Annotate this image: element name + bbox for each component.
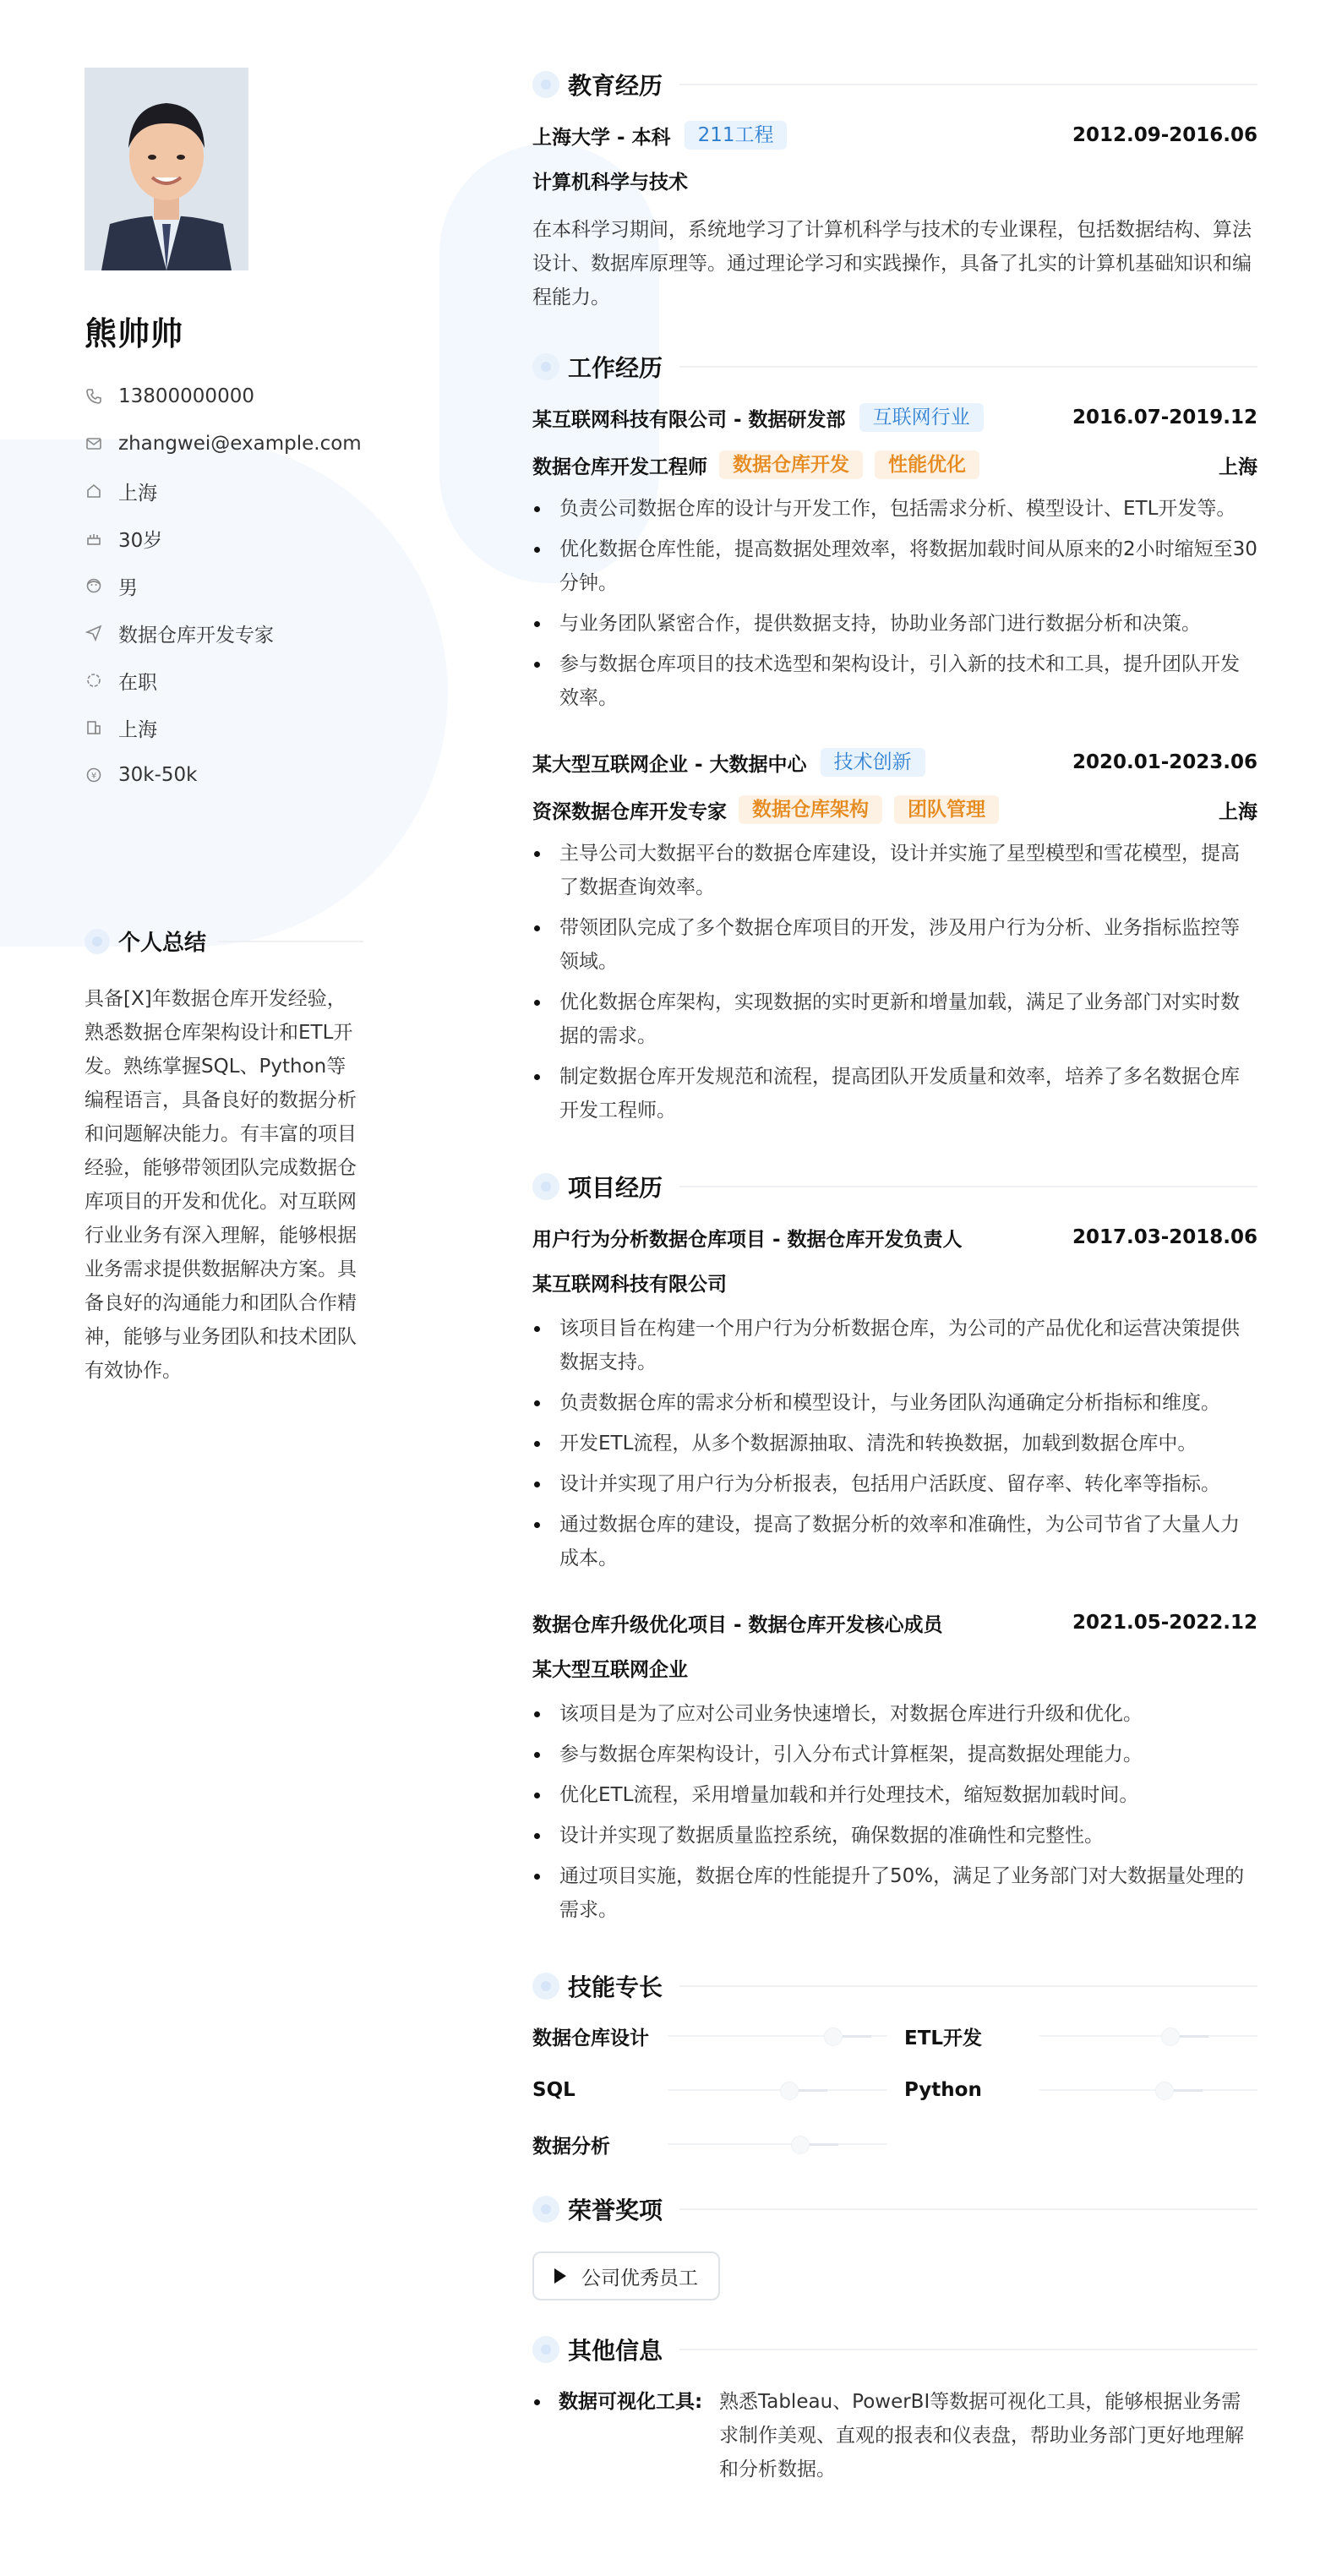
projects-title: 项目经历 <box>568 1174 663 1202</box>
work-company: 某大型互联网企业 - 大数据中心 <box>532 753 807 776</box>
info-gender: 男 <box>85 562 363 609</box>
school-tag: 211工程 <box>685 121 788 150</box>
award-badge <box>532 2251 720 2300</box>
work-skill-tag: 性能优化 <box>875 450 979 479</box>
work-company-row <box>532 401 1257 434</box>
education-period: 2012.09-2016.06 <box>1072 124 1257 146</box>
awards-title: 荣誉奖项 <box>568 2197 663 2224</box>
work-period: 2020.01-2023.06 <box>1072 751 1257 773</box>
skills-title: 技能专长 <box>568 1973 663 2001</box>
section-dot-icon <box>532 1973 559 2000</box>
work-title: 工作经历 <box>568 354 663 382</box>
divider <box>218 941 363 942</box>
building-icon <box>85 718 103 737</box>
skill-level-tail <box>843 2035 871 2038</box>
work-city: 上海 <box>1219 456 1257 478</box>
divider <box>679 84 1257 85</box>
skill-name: ETL开发 <box>904 2027 983 2049</box>
list-item: 参与数据仓库架构设计，引入分布式计算框架，提高数据处理能力。 <box>532 1738 1257 1771</box>
awards-header <box>532 2191 1257 2228</box>
skill-item <box>904 2020 1257 2052</box>
skill-level-knob <box>824 2028 843 2046</box>
list-item: 制定数据仓库开发规范和流程，提高团队开发质量和效率，培养了多名数据仓库开发工程师。 <box>532 1060 1257 1127</box>
info-email: zhangwei@example.com <box>85 420 363 467</box>
list-item: 该项目旨在构建一个用户行为分析数据仓库，为公司的产品优化和运营决策提供数据支持。 <box>532 1312 1257 1379</box>
skill-item <box>532 2074 904 2106</box>
list-item: 开发ETL流程，从多个数据源抽取、清洗和转换数据，加载到数据仓库中。 <box>532 1427 1257 1460</box>
work-industry-tag: 互联网行业 <box>859 403 984 432</box>
summary-section <box>85 925 363 1388</box>
skill-item <box>904 2074 1257 2106</box>
list-item: 负责公司数据仓库的设计与开发工作，包括需求分析、模型设计、ETL开发等。 <box>532 492 1257 526</box>
work-period: 2016.07-2019.12 <box>1072 407 1257 428</box>
list-item: 与业务团队紧密合作，提供数据支持，协助业务部门进行数据分析和决策。 <box>532 607 1257 641</box>
project-name: 用户行为分析数据仓库项目 - 数据仓库开发负责人 <box>532 1228 963 1251</box>
list-item: 优化数据仓库架构，实现数据的实时更新和增量加载，满足了业务部门对实时数据的需求。 <box>532 985 1257 1053</box>
list-item: 通过项目实施，数据仓库的性能提升了50%，满足了业务部门对大数据量处理的需求。 <box>532 1859 1257 1927</box>
phone-icon <box>85 387 103 406</box>
contact-info-list <box>85 373 363 799</box>
work-skill-tag: 团队管理 <box>894 795 999 824</box>
skill-level-bar <box>1039 2089 1257 2091</box>
skill-level-knob <box>780 2082 799 2100</box>
divider <box>679 366 1257 368</box>
summary-text: 具备[X]年数据仓库开发经验，熟悉数据仓库架构设计和ETL开发。熟练掌握SQL、Python等编程语言，具备良好的数据分析和问题解决能力。有丰富的项目经验，能够带领团队完成数据仓库项目的开发和优化。对互联网行业业务有深入理解，能够根据业务需求提供数据解决方案。具备良好的沟通能力和团队合作精神，能够与业务团队和技术团队有效协作。 <box>85 988 357 1382</box>
other-header <box>532 2331 1257 2368</box>
project-item <box>532 1220 1257 1575</box>
project-name: 数据仓库升级优化项目 - 数据仓库开发核心成员 <box>532 1613 943 1636</box>
home-icon <box>85 482 103 500</box>
salary-icon <box>85 766 103 784</box>
divider <box>679 2208 1257 2210</box>
skill-item <box>532 2020 904 2052</box>
info-work-city: 上海 <box>85 704 363 751</box>
skill-name: SQL <box>532 2079 576 2101</box>
svg-text:¥: ¥ <box>90 772 97 781</box>
play-icon <box>554 2268 566 2284</box>
skills-header <box>532 1967 1257 2005</box>
project-org: 某大型互联网企业 <box>532 1659 688 1681</box>
work-header <box>532 348 1257 385</box>
list-item: 主导公司大数据平台的数据仓库建设，设计并实施了星型模型和雪花模型，提高了数据查询效率。 <box>532 837 1257 904</box>
projects-header <box>532 1168 1257 1205</box>
section-dot-icon <box>532 2336 559 2363</box>
work-item <box>532 745 1257 1127</box>
skill-level-knob <box>1155 2082 1174 2100</box>
section-dot-icon <box>532 71 559 98</box>
skill-name: Python <box>904 2079 982 2101</box>
section-dot-icon <box>532 1173 559 1200</box>
skill-level-tail <box>810 2143 838 2146</box>
work-bullets <box>532 837 1257 1127</box>
main-content <box>532 66 1257 2486</box>
other-title: 其他信息 <box>568 2337 663 2365</box>
skill-level-bar <box>668 2089 887 2091</box>
work-city: 上海 <box>1219 800 1257 823</box>
project-bullets <box>532 1697 1257 1927</box>
skill-level-tail <box>1174 2089 1203 2092</box>
info-salary: ¥ 30k-50k <box>85 751 363 799</box>
education-description: 在本科学习期间，系统地学习了计算机科学与技术的专业课程，包括数据结构、算法设计、数据库原理等。通过理论学习和实践操作，具备了扎实的计算机基础知识和编程能力。 <box>532 219 1252 308</box>
info-phone: 13800000000 <box>85 373 363 420</box>
skill-level-knob <box>1161 2028 1180 2046</box>
info-status: 在职 <box>85 657 363 704</box>
status-icon <box>85 671 103 690</box>
skill-level-bar <box>1039 2035 1257 2037</box>
work-company: 某互联网科技有限公司 - 数据研发部 <box>532 408 846 431</box>
project-row <box>532 1220 1257 1254</box>
project-period: 2017.03-2018.06 <box>1072 1226 1257 1248</box>
list-item: 优化ETL流程，采用增量加载和并行处理技术，缩短数据加载时间。 <box>532 1778 1257 1812</box>
sidebar <box>85 68 363 1388</box>
skill-name: 数据分析 <box>532 2135 610 2158</box>
info-job-title: 数据仓库开发专家 <box>85 609 363 657</box>
summary-title: 个人总结 <box>118 931 207 956</box>
list-item: 设计并实现了数据质量监控系统，确保数据的准确性和完整性。 <box>532 1819 1257 1853</box>
other-info-item <box>532 2385 1257 2486</box>
skill-level-bar <box>668 2035 887 2037</box>
other-info-list <box>532 2385 1257 2486</box>
education-title: 教育经历 <box>568 72 663 100</box>
work-role-row <box>532 448 1257 482</box>
project-bullets <box>532 1312 1257 1575</box>
list-item: 参与数据仓库项目的技术选型和架构设计，引入新的技术和工具，提升团队开发效率。 <box>532 647 1257 715</box>
work-bullets <box>532 492 1257 715</box>
list-item: 优化数据仓库性能，提高数据处理效率，将数据加载时间从原来的2小时缩短至30分钟。 <box>532 532 1257 600</box>
list-item: 负责数据仓库的需求分析和模型设计，与业务团队沟通确定分析指标和维度。 <box>532 1386 1257 1420</box>
work-skill-tag: 数据仓库架构 <box>739 795 882 824</box>
project-org: 某互联网科技有限公司 <box>532 1274 727 1296</box>
award-name: 公司优秀员工 <box>581 2267 698 2289</box>
section-dot-icon <box>85 929 110 954</box>
work-role-row <box>532 793 1257 827</box>
list-item: 设计并实现了用户行为分析报表，包括用户活跃度、留存率、转化率等指标。 <box>532 1467 1257 1501</box>
skill-item <box>532 2128 904 2160</box>
mail-icon <box>85 434 103 453</box>
bullet-icon <box>534 2399 540 2405</box>
divider <box>679 2349 1257 2350</box>
other-info-key: 数据可视化工具: <box>559 2391 703 2413</box>
info-age: 30岁 <box>85 515 363 562</box>
divider <box>679 1985 1257 1987</box>
skill-level-bar <box>668 2143 887 2145</box>
work-company-row <box>532 745 1257 779</box>
other-info-value: 熟悉Tableau、PowerBI等数据可视化工具，能够根据业务需求制作美观、直观的报表和仪表盘，帮助业务部门更好地理解和分析数据。 <box>719 2391 1244 2480</box>
education-major: 计算机科学与技术 <box>532 172 688 194</box>
skill-level-tail <box>799 2089 827 2092</box>
list-item: 通过数据仓库的建设，提高了数据分析的效率和准确性，为公司节省了大量人力成本。 <box>532 1508 1257 1575</box>
work-industry-tag: 技术创新 <box>821 748 925 777</box>
work-role: 数据仓库开发工程师 <box>532 456 707 478</box>
education-header <box>532 66 1257 103</box>
education-row <box>532 118 1257 152</box>
project-item <box>532 1606 1257 1927</box>
work-item <box>532 401 1257 715</box>
divider <box>679 1186 1257 1187</box>
info-location: 上海 <box>85 467 363 515</box>
work-skill-tag: 数据仓库开发 <box>719 450 863 479</box>
profile-photo <box>85 68 248 270</box>
list-item: 该项目是为了应对公司业务快速增长，对数据仓库进行升级和优化。 <box>532 1697 1257 1731</box>
school-name: 上海大学 - 本科 <box>532 126 671 149</box>
send-icon <box>85 624 103 642</box>
skill-level-tail <box>1180 2035 1208 2038</box>
section-dot-icon <box>532 353 559 380</box>
summary-header <box>85 925 363 957</box>
gender-icon <box>85 576 103 595</box>
skill-level-knob <box>791 2136 810 2154</box>
skill-name: 数据仓库设计 <box>532 2027 649 2049</box>
cake-icon <box>85 529 103 548</box>
list-item: 带领团队完成了多个数据仓库项目的开发，涉及用户行为分析、业务指标监控等领域。 <box>532 911 1257 979</box>
project-period: 2021.05-2022.12 <box>1072 1612 1257 1634</box>
candidate-name: 熊帅帅 <box>85 315 184 352</box>
project-row <box>532 1606 1257 1640</box>
section-dot-icon <box>532 2196 559 2223</box>
work-role: 资深数据仓库开发专家 <box>532 800 727 823</box>
skills-grid <box>532 2020 1257 2160</box>
